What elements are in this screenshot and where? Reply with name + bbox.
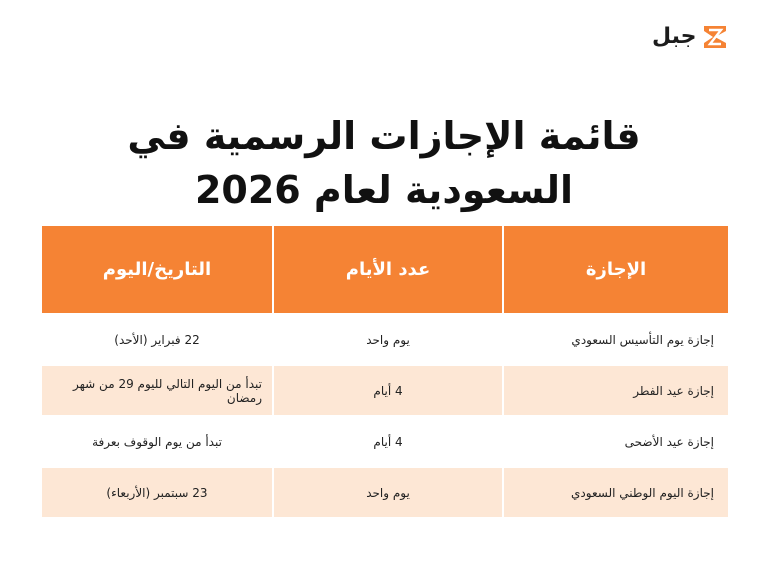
table-row bbox=[42, 366, 728, 415]
holiday-cell: إجازة يوم التأسيس السعودي bbox=[502, 315, 728, 364]
header-holiday: الإجازة bbox=[502, 226, 728, 313]
date-cell: 23 سبتمبر (الأربعاء) bbox=[42, 468, 272, 517]
days-cell: 4 أيام bbox=[272, 366, 502, 415]
holidays-table bbox=[42, 226, 728, 517]
header-date-day: التاريخ/اليوم bbox=[42, 226, 272, 313]
date-cell: تبدأ من يوم الوقوف بعرفة bbox=[42, 417, 272, 466]
hourglass-z-logo-icon bbox=[702, 24, 728, 50]
page-title-line-2: السعودية لعام 2026 bbox=[194, 168, 574, 213]
table-row bbox=[42, 468, 728, 517]
date-cell: تبدأ من اليوم التالي لليوم 29 من شهر رمضان bbox=[42, 366, 272, 415]
page-title-line-1: قائمة الإجازات الرسمية في bbox=[127, 114, 641, 159]
days-cell: 4 أيام bbox=[272, 417, 502, 466]
brand-logo[interactable] bbox=[652, 20, 734, 54]
days-cell: يوم واحد bbox=[272, 315, 502, 364]
brand-name: جبل bbox=[652, 24, 697, 49]
table-row bbox=[42, 417, 728, 466]
holiday-cell: إجازة عيد الأضحى bbox=[502, 417, 728, 466]
date-cell: 22 فبراير (الأحد) bbox=[42, 315, 272, 364]
page-title bbox=[40, 109, 728, 217]
header-days-count: عدد الأيام bbox=[272, 226, 502, 313]
table-row bbox=[42, 315, 728, 364]
days-cell: يوم واحد bbox=[272, 468, 502, 517]
holiday-cell: إجازة اليوم الوطني السعودي bbox=[502, 468, 728, 517]
table-header-row bbox=[42, 226, 728, 313]
holiday-cell: إجازة عيد الفطر bbox=[502, 366, 728, 415]
